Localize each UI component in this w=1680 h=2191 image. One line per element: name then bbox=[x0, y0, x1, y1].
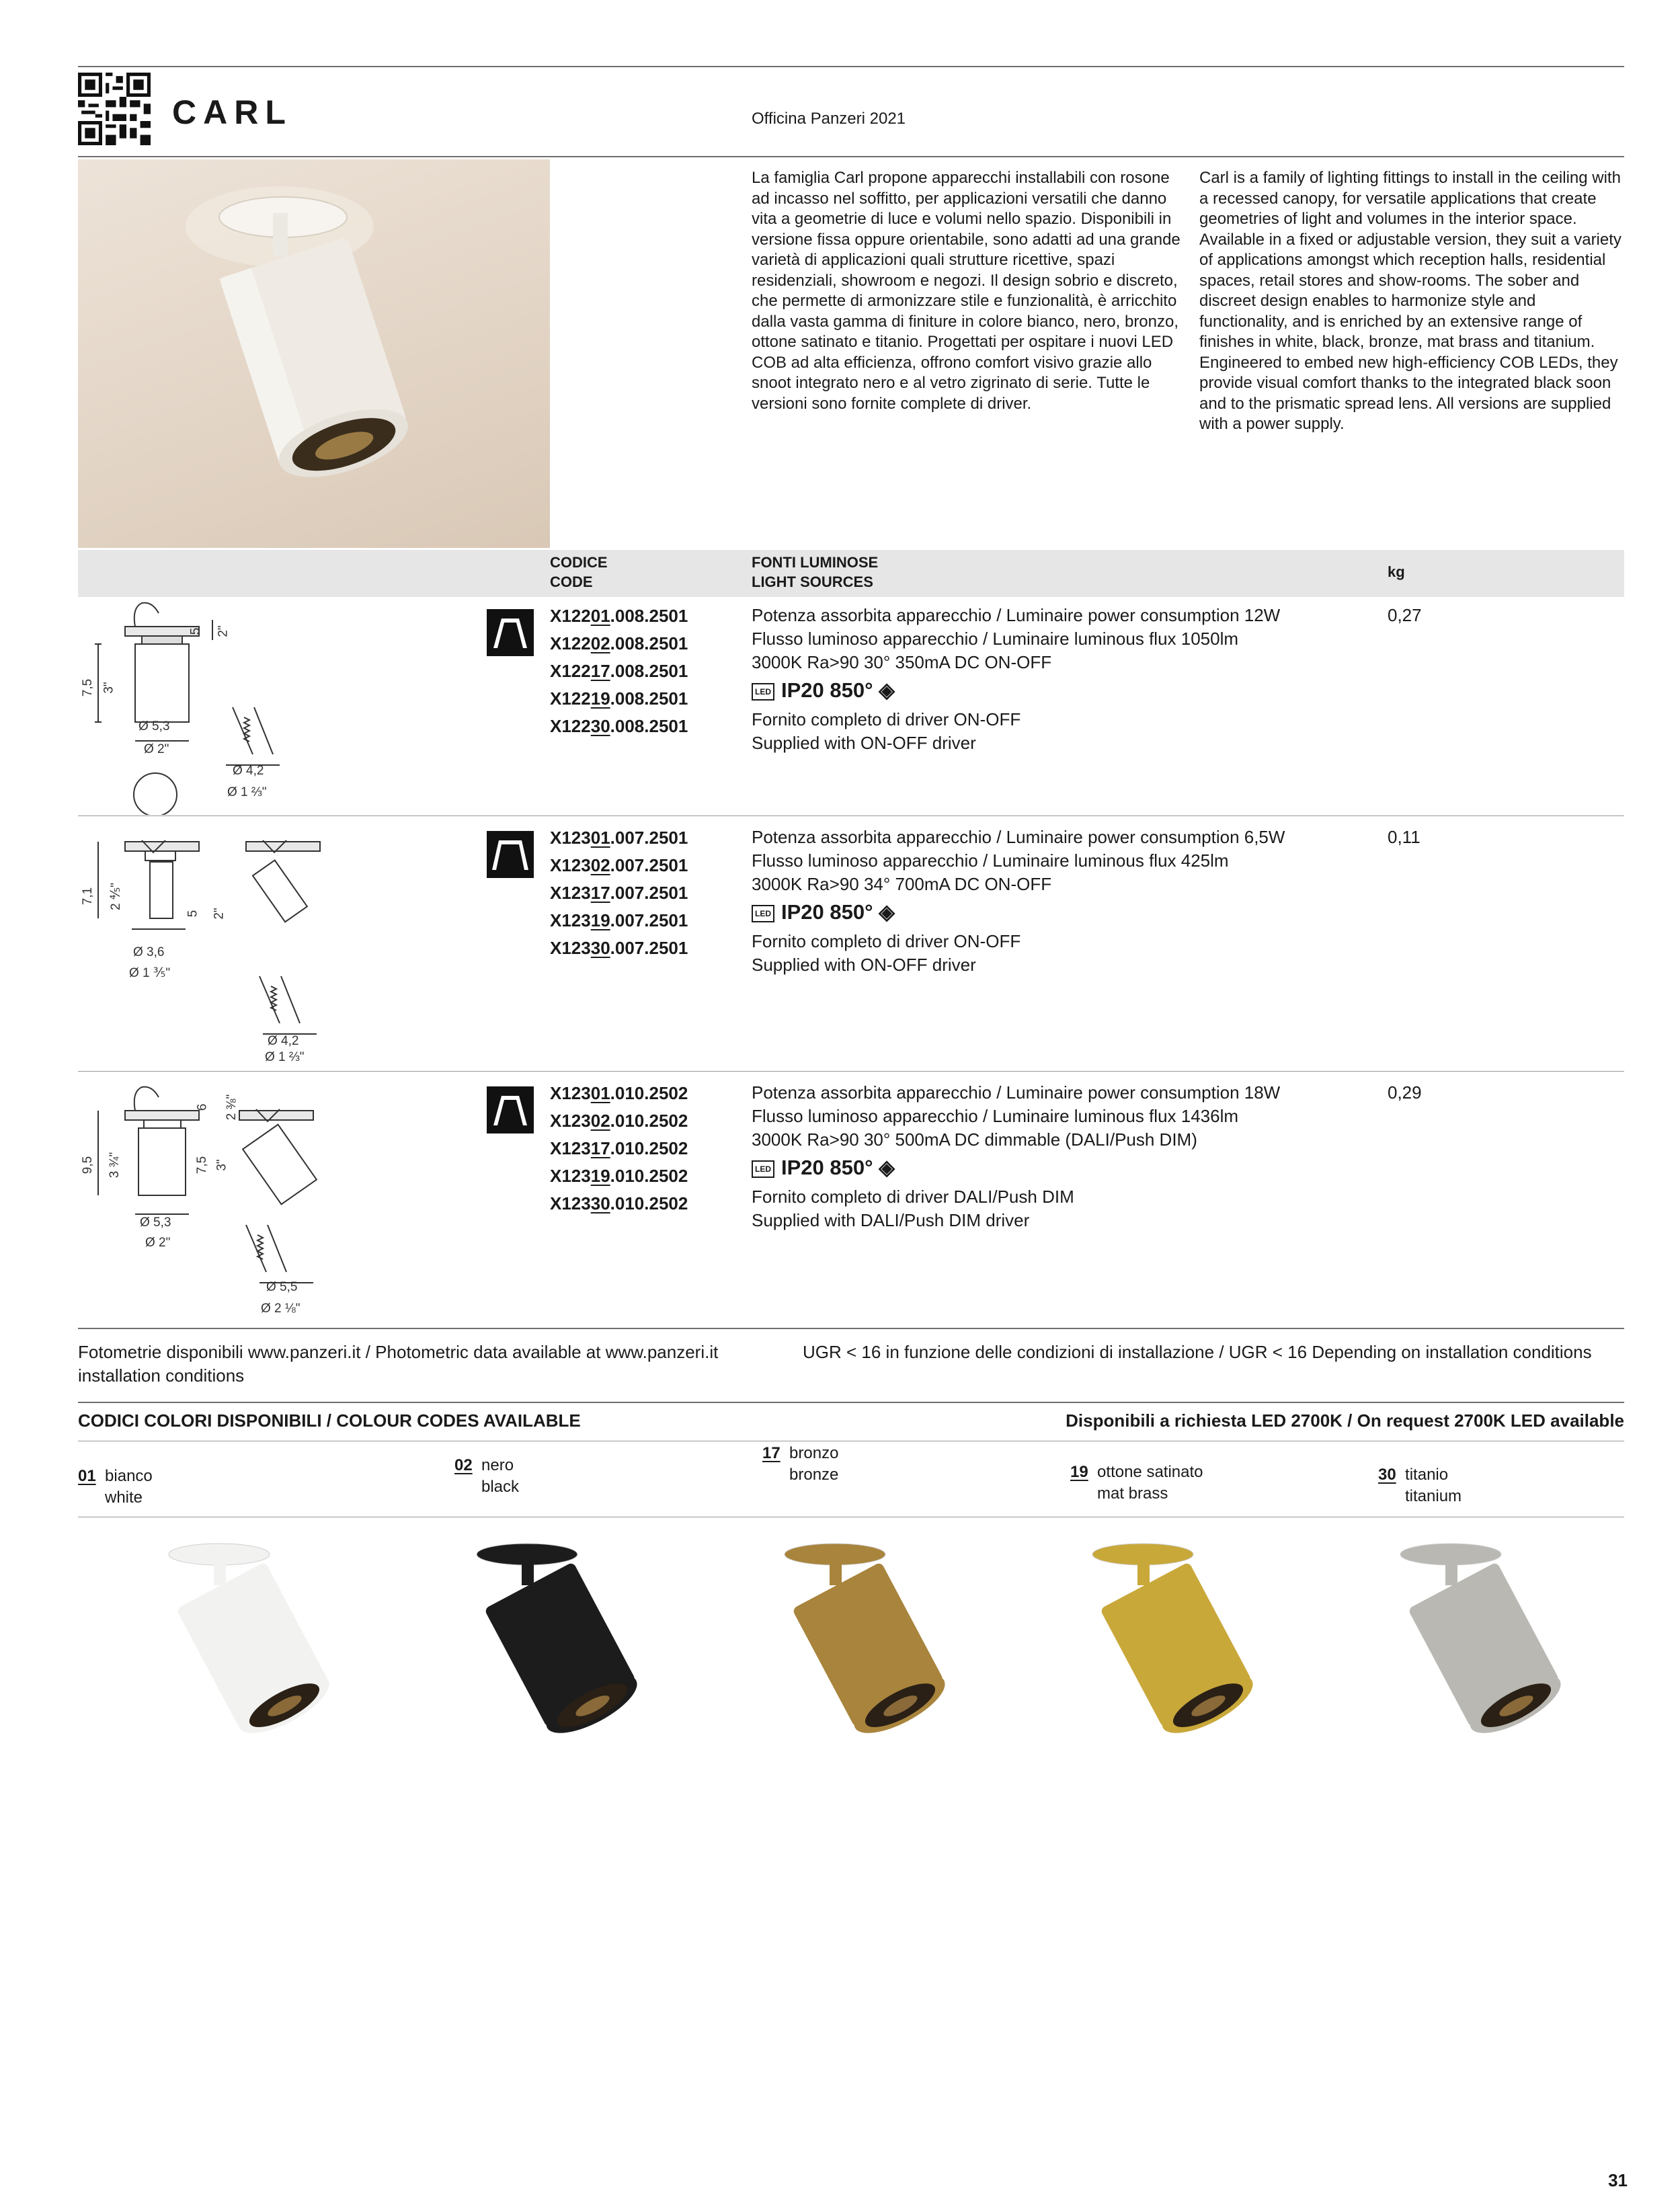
colour-code: 17 bbox=[762, 1444, 781, 1462]
top-rule bbox=[78, 66, 1624, 67]
product-code[interactable]: X12302.010.2502 bbox=[550, 1111, 688, 1131]
dim-cutout-in: Ø 1 ⅔" bbox=[227, 785, 267, 799]
dimension-drawing-row-2 bbox=[78, 822, 481, 1064]
sources-column-header bbox=[752, 553, 878, 592]
weight-value-row-1: 0,27 bbox=[1388, 605, 1422, 625]
qr-code-icon[interactable] bbox=[78, 73, 151, 145]
request-2700k-note: Disponibili a richiesta LED 2700K / On request 2700K LED available bbox=[1066, 1410, 1624, 1431]
light-source-specs-row-1 bbox=[752, 604, 1280, 755]
dim-cutout-in: Ø 1 ⅔" bbox=[265, 1050, 305, 1064]
ugr-note: UGR < 16 in funzione delle condizioni di installazione / UGR < 16 Depending on installation conditions bbox=[803, 1342, 1592, 1362]
colour-name-en: black bbox=[481, 1478, 520, 1496]
product-code[interactable]: X12330.007.2501 bbox=[550, 938, 688, 958]
driver-en: Supplied with ON-OFF driver bbox=[752, 733, 976, 753]
code-column-header bbox=[550, 553, 608, 592]
dim-diameter-in: Ø 2" bbox=[144, 742, 169, 756]
colour-option-titanium[interactable] bbox=[1378, 1464, 1462, 1507]
driver-en: Supplied with DALI/Push DIM driver bbox=[752, 1210, 1030, 1230]
ip-rating-line bbox=[752, 899, 1285, 926]
sources-header-it: FONTI LUMINOSE bbox=[752, 554, 879, 571]
driver-it: Fornito completo di driver ON-OFF bbox=[752, 931, 1021, 951]
intro-text-english: Carl is a family of lighting fittings to install in the ceiling with a recessed canopy, for versatile applications that create geometries of light and volumes in the interior space. Available in a fixed or adjustable version, they suit a variety of applications amongst which reception halls, residential spaces, retail stores and show-rooms. The sober and discreet design enables to harmonize style and functionality, and is enriched by an extensive range of finishes in white, black, bronze, mat brass and titanium. Engineered to embed new high-efficiency COB LEDs, they provide visual comfort thanks to the integrated black soon and to the prismatic spread lens. All versions are supplied with a power supply. bbox=[1199, 169, 1622, 433]
colour-option-mat-brass[interactable] bbox=[1070, 1462, 1203, 1505]
colour-name-it: titanio bbox=[1405, 1466, 1449, 1484]
dim-top-cm: 5 bbox=[188, 627, 203, 635]
colour-name-it: bronzo bbox=[789, 1444, 839, 1462]
power-consumption: Potenza assorbita apparecchio / Luminaire power consumption 18W bbox=[752, 1082, 1281, 1103]
finish-photos bbox=[78, 1540, 1624, 1748]
glow-wire-icon: ◈ bbox=[879, 678, 895, 702]
spotlight-titanium-photo bbox=[1323, 1540, 1605, 1741]
colour-name-en: mat brass bbox=[1097, 1484, 1168, 1503]
colour-option-black[interactable] bbox=[454, 1455, 519, 1498]
page-number: 31 bbox=[1608, 2170, 1628, 2190]
product-code[interactable]: X12319.010.2502 bbox=[550, 1166, 688, 1186]
beam-angle-icon bbox=[487, 1086, 534, 1133]
dim-cutout-cm: Ø 4,2 bbox=[268, 1034, 299, 1048]
ip-rating-line bbox=[752, 677, 1280, 704]
product-family-title: CARL bbox=[172, 93, 292, 131]
product-code[interactable]: X12202.008.2501 bbox=[550, 633, 688, 653]
colour-name-en: bronze bbox=[789, 1466, 839, 1484]
dim-height-in: 2 ⅘" bbox=[109, 882, 124, 911]
colour-name-it: nero bbox=[481, 1456, 514, 1474]
spotlight-white-photo bbox=[91, 1540, 374, 1741]
product-code[interactable]: X12302.007.2501 bbox=[550, 855, 688, 875]
dim-diameter-in: Ø 2" bbox=[145, 1236, 171, 1250]
power-consumption: Potenza assorbita apparecchio / Luminaire power consumption 12W bbox=[752, 605, 1281, 625]
dim-top-in: 2" bbox=[216, 625, 231, 637]
hero-spotlight-illustration bbox=[78, 159, 550, 548]
code-header-it: CODICE bbox=[550, 554, 608, 571]
dim-height-cm: 7,5 bbox=[81, 678, 95, 697]
product-code[interactable]: X12217.008.2501 bbox=[550, 661, 688, 681]
dim-height-in: 3 ¾" bbox=[108, 1152, 122, 1179]
dim-cutout-cm: Ø 5,5 bbox=[266, 1280, 298, 1294]
colours-top-rule bbox=[78, 1402, 1624, 1403]
luminous-flux: Flusso luminoso apparecchio / Luminaire luminous flux 425lm bbox=[752, 850, 1229, 871]
dim-height2-in: 3" bbox=[214, 1159, 229, 1171]
photometric-note: Fotometrie disponibili www.panzeri.it / Photometric data available at www.panzeri.it installation conditions bbox=[78, 1342, 719, 1386]
row-divider bbox=[78, 1071, 1624, 1072]
dim-top-in: 2 ⅜" bbox=[225, 1094, 239, 1121]
dim-top-cm: 6 bbox=[195, 1103, 210, 1111]
dim-height-in: 3" bbox=[102, 682, 116, 694]
beam-angle-icon bbox=[487, 831, 534, 878]
fixed-spot-drawing bbox=[78, 600, 481, 815]
product-codes-row-1 bbox=[550, 602, 688, 740]
colour-name-en: titanium bbox=[1405, 1487, 1462, 1505]
dim-diameter-in: Ø 1 ⅗" bbox=[129, 966, 171, 980]
spotlight-bronze-photo bbox=[707, 1540, 990, 1741]
dim-height2-cm: 7,5 bbox=[195, 1156, 210, 1174]
colour-code: 01 bbox=[78, 1467, 96, 1485]
product-code[interactable]: X12319.007.2501 bbox=[550, 910, 688, 930]
dimension-drawing-row-1 bbox=[78, 600, 481, 815]
led-parameters: 3000K Ra>90 30° 500mA DC dimmable (DALI/Push DIM) bbox=[752, 1129, 1197, 1150]
hero-product-photo bbox=[78, 159, 550, 548]
colour-code: 30 bbox=[1378, 1466, 1396, 1484]
driver-it: Fornito completo di driver DALI/Push DIM bbox=[752, 1187, 1074, 1207]
colour-name-it: ottone satinato bbox=[1097, 1463, 1203, 1481]
product-codes-row-2 bbox=[550, 824, 688, 962]
product-codes-row-3 bbox=[550, 1080, 688, 1218]
adjustable-spot-drawing bbox=[78, 822, 481, 1064]
beam-angle-icon bbox=[487, 609, 534, 656]
code-header-en: CODE bbox=[550, 573, 593, 590]
dim-top-cm: 5 bbox=[186, 910, 200, 918]
led-icon: LED bbox=[752, 905, 774, 922]
ip-rating: IP20 850° bbox=[781, 900, 873, 924]
product-code[interactable]: X12230.008.2501 bbox=[550, 716, 688, 736]
colour-option-bronze[interactable] bbox=[762, 1443, 838, 1486]
driver-en: Supplied with ON-OFF driver bbox=[752, 955, 976, 975]
intro-text-italian: La famiglia Carl propone apparecchi installabili con rosone ad incasso nel soffitto, per applicazioni versatili che danno vita a geometrie di luce e volumi nello spazio. Disponibili in versione fissa oppure orientabile, sono adatti ad una grande varietà di applicazioni quali strutture ricettive, spazi residenziali, showroom e negozi. Il design sobrio e discreto, che permette di armonizzare stile e funzionalità, è arricchito dalla vasta gamma di finiture in colore bianco, nero, bronzo, ottone satinato e titanio. Progettati per ospitare i nuovi LED COB ad alta efficienza, offrono comfort visivo grazie allo snoot integrato nero e al vetro zigrinato di serie. Tutte le versioni sono fornite complete di driver. bbox=[752, 169, 1181, 413]
colour-codes-title: CODICI COLORI DISPONIBILI / COLOUR CODES AVAILABLE bbox=[78, 1410, 581, 1431]
colour-code: 19 bbox=[1070, 1463, 1088, 1481]
product-code[interactable]: X12201.008.2501 bbox=[550, 606, 688, 626]
dimension-drawing-row-3 bbox=[78, 1077, 481, 1326]
led-parameters: 3000K Ra>90 34° 700mA DC ON-OFF bbox=[752, 874, 1052, 894]
ip-rating-line bbox=[752, 1154, 1280, 1181]
product-code[interactable]: X12330.010.2502 bbox=[550, 1193, 688, 1213]
dim-height-cm: 7,1 bbox=[81, 887, 95, 906]
product-code[interactable]: X12317.007.2501 bbox=[550, 883, 688, 903]
dim-height-cm: 9,5 bbox=[81, 1156, 95, 1174]
colour-name-it: bianco bbox=[105, 1467, 153, 1485]
luminous-flux: Flusso luminoso apparecchio / Luminaire luminous flux 1436lm bbox=[752, 1106, 1239, 1126]
power-consumption: Potenza assorbita apparecchio / Luminaire power consumption 6,5W bbox=[752, 827, 1285, 847]
spotlight-mat-brass-photo bbox=[1015, 1540, 1297, 1741]
led-parameters: 3000K Ra>90 30° 350mA DC ON-OFF bbox=[752, 652, 1052, 672]
glow-wire-icon: ◈ bbox=[879, 900, 895, 924]
dim-diameter-cm: Ø 3,6 bbox=[133, 945, 165, 959]
colour-option-white[interactable] bbox=[78, 1466, 153, 1509]
sources-header-en: LIGHT SOURCES bbox=[752, 573, 873, 590]
colour-code: 02 bbox=[454, 1456, 473, 1474]
driver-it: Fornito completo di driver ON-OFF bbox=[752, 709, 1021, 729]
weight-value-row-2: 0,11 bbox=[1388, 827, 1421, 847]
colour-name-en: white bbox=[105, 1488, 143, 1507]
weight-value-row-3: 0,29 bbox=[1388, 1082, 1422, 1103]
dim-top-in: 2" bbox=[212, 908, 227, 920]
product-code[interactable]: X12301.007.2501 bbox=[550, 828, 688, 848]
dim-cutout-cm: Ø 4,2 bbox=[233, 764, 264, 778]
header-rule bbox=[78, 156, 1624, 157]
table-bottom-rule bbox=[78, 1328, 1624, 1329]
product-code[interactable]: X12301.010.2502 bbox=[550, 1083, 688, 1103]
dim-cutout-in: Ø 2 ⅛" bbox=[261, 1302, 301, 1316]
dim-diameter-cm: Ø 5,3 bbox=[138, 719, 170, 733]
catalog-edition: Officina Panzeri 2021 bbox=[752, 110, 906, 128]
luminous-flux: Flusso luminoso apparecchio / Luminaire luminous flux 1050lm bbox=[752, 629, 1239, 649]
spotlight-black-photo bbox=[399, 1540, 682, 1741]
led-icon: LED bbox=[752, 1160, 774, 1178]
weight-column-header: kg bbox=[1388, 563, 1405, 580]
product-code[interactable]: X12317.010.2502 bbox=[550, 1138, 688, 1158]
dim-diameter-cm: Ø 5,3 bbox=[140, 1216, 171, 1230]
ip-rating: IP20 850° bbox=[781, 1156, 873, 1179]
product-code[interactable]: X12219.008.2501 bbox=[550, 688, 688, 709]
light-source-specs-row-3 bbox=[752, 1081, 1280, 1232]
row-divider bbox=[78, 815, 1624, 816]
light-source-specs-row-2 bbox=[752, 826, 1285, 977]
led-icon: LED bbox=[752, 683, 774, 701]
ip-rating: IP20 850° bbox=[781, 678, 873, 702]
glow-wire-icon: ◈ bbox=[879, 1156, 895, 1179]
